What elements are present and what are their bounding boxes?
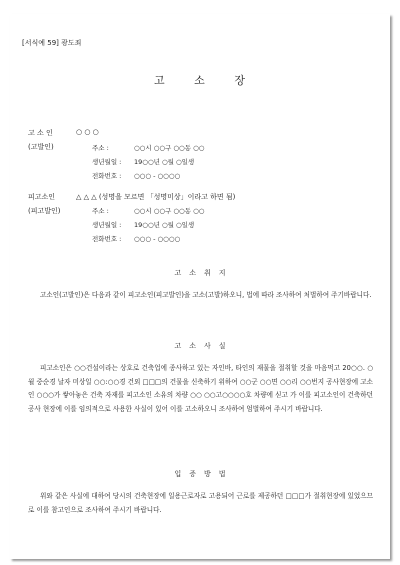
complainant-address [92,143,204,152]
title-char: 장 [234,74,246,87]
birth-label: 생년월일 : [92,221,122,229]
phone-label: 전화번호 : [92,235,122,243]
complainant-birth [92,157,194,166]
heading-char: 지 [218,269,226,277]
evidence-text: 위와 같은 사실에 대하여 당시의 건축현장에 일용근로자로 고용되어 근로를 제공하던 □□□가 절취현장에 있었으므로 이를 참고인으로 조사하여 주시기 바랍니다. [28,492,373,514]
heading-char: 방 [204,470,211,478]
accused-name: △ △ △ (성명을 모르면 「성명미상」이라고 하면 됨) [76,193,236,201]
heading-char: 법 [218,470,226,478]
heading-char: 소 [189,342,196,350]
heading-char: 고 [174,269,182,277]
facts-text: 피고소인은 ○○건설이라는 상호로 건축업에 종사하고 있는 자인바, 타인의 재물을 절취할 것을 마음먹고 20○○. ○월 중순경 날자 미상일 ○○:○○경 건외 □□□의 건물을 신축하기 위하여 ○○군 ○○면 ○○리 ○○번지 공사현장에 고소인 ○○○가 쌓아놓은 건축 자재를 피고소인 소유의 차량 ○○ ○○고○○○○호 차량에 싣고 가 이를 피고소인이 건축하던 공사 현장에 이를 임의적으로 사용한 사실이 있어 이를 고소하오니 조사하여 엄벌하여 주시기 바랍니다. [28,364,373,413]
address-value: ○○시 ○○구 ○○동 ○○ [134,144,205,152]
evidence-heading [0,469,400,479]
form-number: [서식예 59] 광도죄 [22,39,82,47]
accused-birth [92,220,194,229]
complainant-label-paren: (고발인) [28,143,54,151]
complainant-name: ○ ○ ○ [76,128,99,136]
facts-heading [0,341,400,351]
title-char: 소 [194,74,206,87]
accused-phone [92,234,180,243]
birth-value: 19○○년 ○월 ○일생 [134,158,195,166]
heading-char: 소 [189,269,196,277]
heading-char: 사 [204,342,211,350]
heading-char: 실 [218,342,226,350]
heading-char: 취 [204,269,211,277]
birth-value: 19○○년 ○월 ○일생 [134,221,195,229]
phone-label: 전화번호 : [92,172,122,180]
address-value: ○○시 ○○구 ○○동 ○○ [134,207,205,215]
phone-value: ○○○ - ○○○○ [134,235,181,243]
phone-value: ○○○ - ○○○○ [134,172,181,180]
complainant-label: 고 소 인 [28,129,53,137]
address-label: 주소 : [92,207,109,215]
heading-char: 고 [174,342,182,350]
heading-char: 입 [174,470,182,478]
complainant-phone [92,171,180,180]
birth-label: 생년월일 : [92,158,122,166]
accused-address [92,206,204,215]
purpose-heading [0,268,400,278]
document-title [0,72,400,88]
heading-char: 증 [189,470,196,478]
accused-label-paren: (피고발인) [28,207,61,215]
accused-label: 피고소인 [28,193,56,201]
title-char: 고 [154,74,166,87]
address-label: 주소 : [92,144,109,152]
purpose-text: 고소인(고발인)은 다음과 같이 피고소인(피고발인)을 고소(고발)하오니, 법에 따라 조사하여 처벌하여 주기바랍니다. [40,291,372,299]
